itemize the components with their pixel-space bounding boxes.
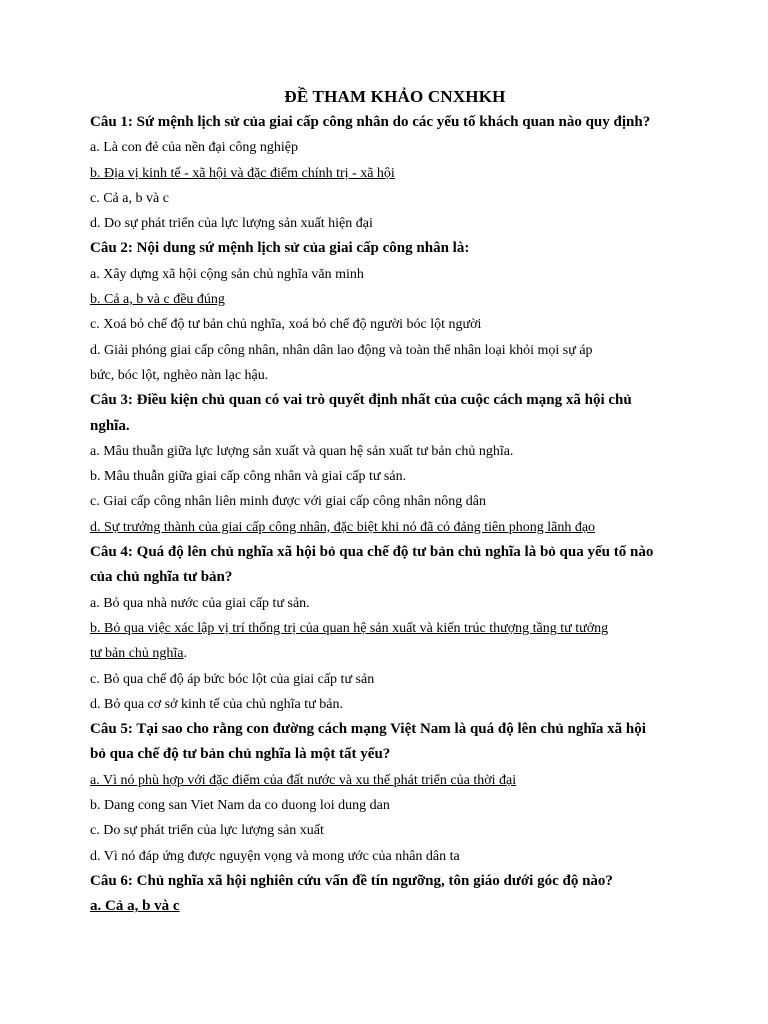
q3-option-c: c. Giai cấp công nhân liên minh được với giai cấp công nhân nông dân [90, 494, 487, 510]
q4-option-b-underlined-tail: tư bản chủ nghĩa [90, 646, 184, 662]
q3-option-d-answer: d. Sự trưởng thành của giai cấp công nhân, đặc biệt khi nó đã có đảng tiên phong lãnh đạo [90, 519, 596, 535]
q5-option-c: c. Do sự phát triển của lực lượng sản xuất [90, 823, 324, 839]
q1-option-a: a. Là con đẻ của nền đại công nghiệp [90, 140, 298, 156]
q2-option-c: c. Xoá bỏ chế độ tư bản chủ nghĩa, xoá bỏ chế độ người bóc lột người [90, 317, 482, 333]
q2-option-a: a. Xây dựng xã hội cộng sản chủ nghĩa văn minh [90, 266, 364, 282]
question-4-continued: của chủ nghĩa tư bản? [90, 569, 233, 586]
question-5: Câu 5: Tại sao cho rằng con đường cách mạng Việt Nam là quá độ lên chủ nghĩa xã hội [90, 721, 646, 738]
q4-option-c: c. Bỏ qua chế độ áp bức bóc lột của giai cấp tư sản [90, 671, 375, 687]
q4-option-b-continued [90, 641, 690, 666]
q5-option-b: b. Dang cong san Viet Nam da co duong loi dung dan [90, 798, 390, 814]
q4-option-d: d. Bỏ qua cơ sở kinh tế của chủ nghĩa tư bản. [90, 696, 343, 712]
q2-option-b-answer: b. Cả a, b và c đều đúng [90, 292, 225, 308]
q1-option-c: c. Cả a, b và c [90, 190, 169, 206]
q4-option-a: a. Bỏ qua nhà nước của giai cấp tư sản. [90, 595, 310, 611]
q3-option-b: b. Mâu thuẫn giữa giai cấp công nhân và giai cấp tư sản. [90, 469, 407, 485]
q4-option-b-answer: b. Bỏ qua việc xác lập vị trí thống trị của quan hệ sản xuất và kiến trúc thượng tầng tư tưởng [90, 620, 609, 636]
q6-option-a-answer: a. Cả a, b và c [90, 898, 180, 915]
q3-option-a: a. Mâu thuẫn giữa lực lượng sản xuất và quan hệ sản xuất tư bản chủ nghĩa. [90, 443, 514, 459]
q1-option-b-answer: b. Địa vị kinh tế - xã hội và đặc điểm chính trị - xã hội [90, 165, 395, 181]
q4-option-b-period: . [183, 646, 188, 662]
question-4: Câu 4: Quá độ lên chủ nghĩa xã hội bỏ qua chế độ tư bản chủ nghĩa là bỏ qua yếu tố nào [90, 544, 654, 561]
question-6: Câu 6: Chủ nghĩa xã hội nghiên cứu vấn đề tín ngưỡng, tôn giáo dưới góc độ nào? [90, 872, 613, 889]
q5-option-d: d. Vì nó đáp ứng được nguyện vọng và mong ước của nhân dân ta [90, 848, 460, 864]
question-2: Câu 2: Nội dung sứ mệnh lịch sử của giai cấp công nhân là: [90, 240, 470, 257]
document-title: ĐỀ THAM KHẢO CNXHKH [284, 87, 506, 106]
q5-option-a-answer: a. Vì nó phù hợp với đặc điểm của đất nước và xu thế phát triển của thời đại [90, 772, 517, 788]
q2-option-d: d. Giải phóng giai cấp công nhân, nhân dân lao động và toàn thể nhân loại khỏi mọi sự áp [90, 342, 593, 358]
document-page [90, 84, 690, 920]
question-3: Câu 3: Điều kiện chủ quan có vai trò quyết định nhất của cuộc cách mạng xã hội chủ [90, 392, 632, 409]
question-5-continued: bỏ qua chế độ tư bản chủ nghĩa là một tất yếu? [90, 746, 391, 763]
q2-option-d-continued: bức, bóc lột, nghèo nàn lạc hậu. [90, 367, 269, 383]
q1-option-d: d. Do sự phát triển của lực lượng sản xuất hiện đại [90, 216, 373, 232]
question-1: Câu 1: Sứ mệnh lịch sử của giai cấp công nhân do các yếu tố khách quan nào quy định? [90, 114, 651, 130]
question-3-continued: nghĩa. [90, 417, 130, 434]
